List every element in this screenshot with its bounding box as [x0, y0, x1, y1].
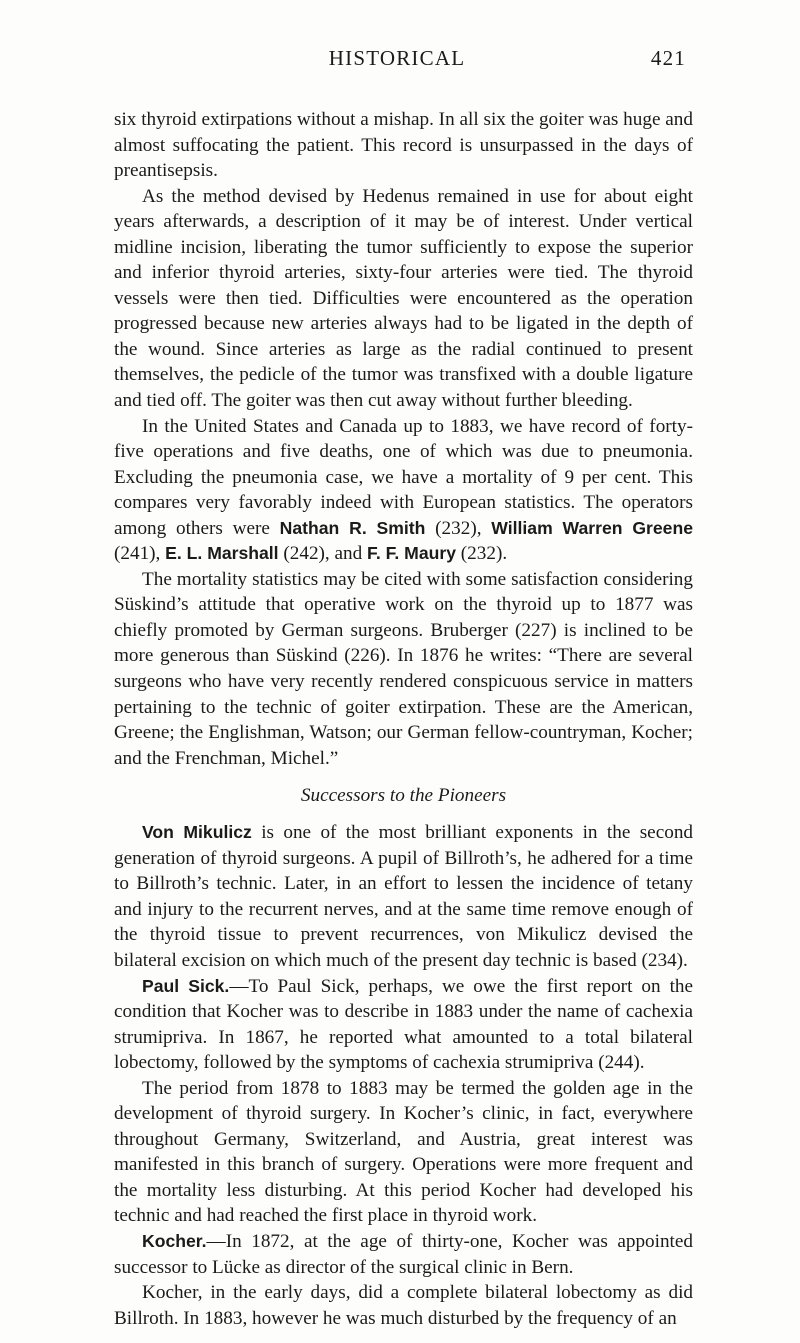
p3-ref: (232).	[456, 543, 508, 565]
p5-text: is one of the most brilliant exponents in the second generation of thyroid surgeons. A pupil of Billroth’s, he adhered for a time to Billroth’s technic. Later, in an effort to lessen the incidence of tetany and injury to the recurrent nerves, and at the same time remove enough of the thyroid tissue to prevent recurrences, von Mikulicz devised the bilateral excision on which much of the present day technic is based (234).	[114, 822, 694, 971]
paragraph-hedenus-method: As the method devised by Hedenus remained in use for about eight years afterwards, a description of it may be of interest. Under vertical midline incision, liberating the tumor sufficiently to expose the superior and inferior thyroid arteries, sixty-four arteries were tied. The thyroid vessels were then tied. Difficulties were encountered as the operation progressed because new arteries always had to be ligated in the depth of the wound. Since arteries as large as the radial continued to present themselves, the pedicle of the tumor was transfixed with a double ligature and tied off. The goiter was then cut away without further bleeding.	[114, 185, 693, 412]
paragraph-kocher-lobectomy: Kocher, in the early days, did a complete bilateral lobectomy as did Billroth. In 1883, however he was much disturbed by the frequency of an	[114, 1282, 693, 1329]
surgeon-name-sick: Paul Sick.	[142, 975, 230, 996]
paragraph-von-mikulicz	[114, 820, 693, 973]
p3-ref: (242), and	[278, 543, 368, 565]
p3-ref: (232),	[425, 517, 492, 539]
p3-ref: (241),	[114, 543, 166, 565]
surgeon-name-marshall: E. L. Marshall	[165, 543, 279, 564]
paragraph-kocher	[114, 1229, 693, 1280]
surgeon-name-kocher: Kocher.	[142, 1230, 207, 1251]
page-header	[108, 46, 686, 76]
paragraph-paul-sick	[114, 974, 693, 1076]
surgeon-name-maury: F. F. Maury	[367, 543, 456, 564]
surgeon-name-greene: William Warren Greene	[491, 517, 693, 538]
section-heading: Successors to the Pioneers	[300, 785, 507, 807]
p6-text: —To Paul Sick, perhaps, we owe the first report on the condition that Kocher was to describe in 1883 under the name of cachexia strumipriva. In 1867, he reported what amounted to a total bilateral lobectomy, followed by the symptoms of cachexia strumipriva (244).	[114, 975, 694, 1074]
p8-text: —In 1872, at the age of thirty-one, Kocher was appointed successor to Lücke as director of the surgical clinic in Bern.	[114, 1230, 693, 1278]
paragraph-continuation: six thyroid extirpations without a mishap. In all six the goiter was huge and almost suffocating the patient. This record is unsurpassed in the days of preantisepsis.	[114, 109, 693, 182]
body-text	[114, 107, 693, 1331]
running-title: HISTORICAL	[328, 46, 466, 70]
paragraph-mortality-statistics: The mortality statistics may be cited with some satisfaction considering Süskind’s attitude that operative work on the thyroid up to 1877 was chiefly promoted by German surgeons. Bruberger (227) is inclined to be more generous than Süskind (226). In 1876 he writes: “There are several surgeons who have very recently rendered conspicuous service in matters pertaining to the technic of goiter extirpation. These are the American, Greene; the Englishman, Watson; our German fellow-countryman, Kocher; and the Frenchman, Michel.”	[114, 568, 693, 769]
page-number: 421	[650, 46, 686, 70]
p3-text: In the United States and Canada up to 1883, we have record of forty-five operations and five deaths, one of which was due to pneumonia. Excluding the pneumonia case, we have a mortality of 9 per cent. This compares very favorably indeed with European statistics. The operators among others were	[114, 415, 693, 539]
paragraph-us-canada-statistics	[114, 414, 693, 567]
surgeon-name-mikulicz: Von Mikulicz	[142, 822, 252, 843]
surgeon-name-smith: Nathan R. Smith	[279, 517, 426, 538]
paragraph-golden-age: The period from 1878 to 1883 may be termed the golden age in the development of thyroid surgery. In Kocher’s clinic, in fact, everywhere throughout Germany, Switzerland, and Austria, great interest was manifested in this branch of surgery. Operations were more frequent and the mortality less disturbing. At this period Kocher had developed his technic and had reached the first place in thyroid work.	[114, 1077, 693, 1227]
